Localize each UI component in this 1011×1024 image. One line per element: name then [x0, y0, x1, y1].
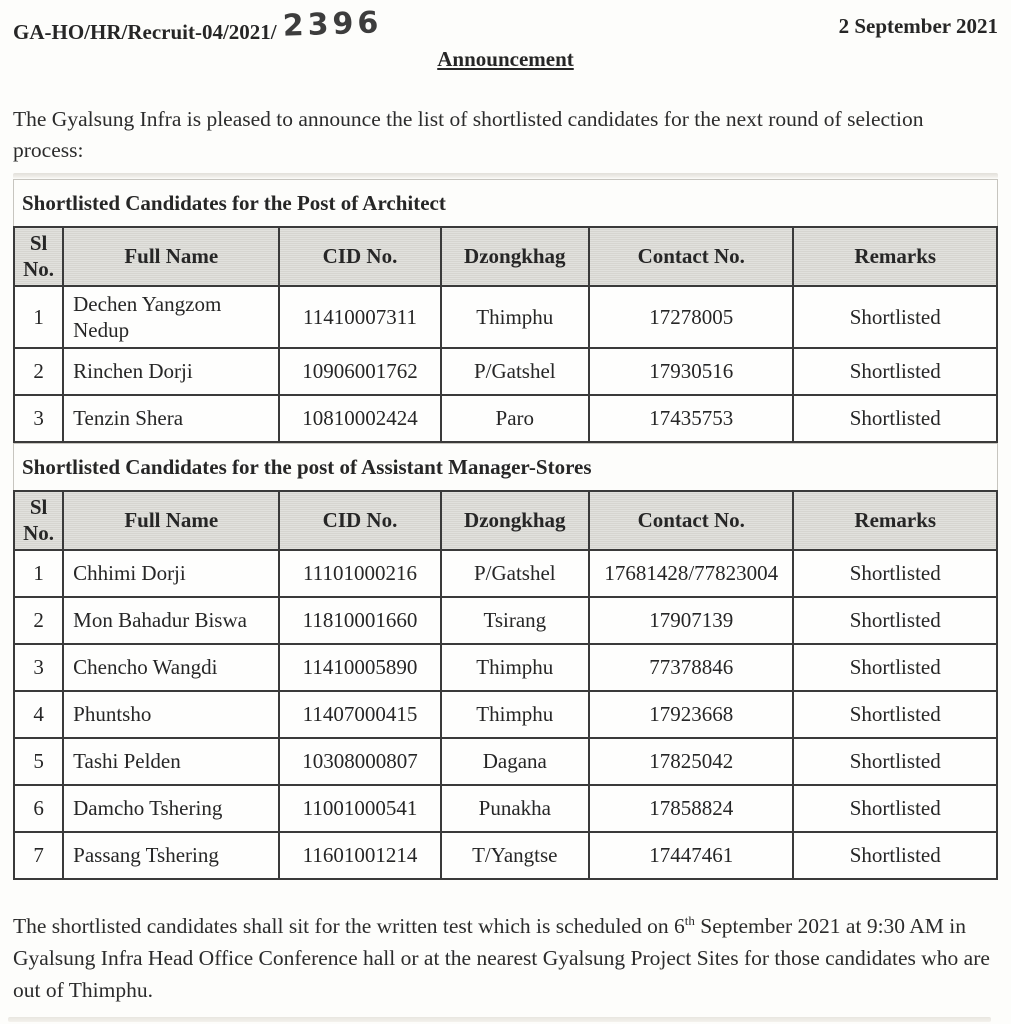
table-cell: 17447461: [589, 832, 793, 879]
table-row: [14, 644, 997, 691]
table-cell: 17435753: [589, 395, 793, 442]
table-cell: Punakha: [441, 785, 589, 832]
table-row: [14, 348, 997, 395]
table-cell: 11101000216: [279, 550, 440, 597]
table-cell: 11810001660: [279, 597, 440, 644]
table-cell: 11410007311: [279, 286, 440, 349]
table-cell: 7: [14, 832, 63, 879]
table-cell: Phuntsho: [63, 691, 279, 738]
table-cell: Damcho Tshering: [63, 785, 279, 832]
table-cell: 6: [14, 785, 63, 832]
table-cell: Passang Tshering: [63, 832, 279, 879]
column-header: Remarks: [793, 491, 997, 550]
table-row: [14, 395, 997, 442]
table-cell: 77378846: [589, 644, 793, 691]
column-header: Contact No.: [589, 227, 793, 286]
table-cell: Shortlisted: [793, 286, 997, 349]
table-cell: Shortlisted: [793, 348, 997, 395]
table-cell: 2: [14, 348, 63, 395]
closing-paragraph: [13, 910, 998, 1007]
table-cell: 17278005: [589, 286, 793, 349]
table-cell: 17681428/77823004: [589, 550, 793, 597]
document-date: 2 September 2021: [838, 14, 998, 38]
table-cell: Shortlisted: [793, 550, 997, 597]
table-body: [14, 550, 997, 879]
column-header: Full Name: [63, 227, 279, 286]
table-cell: 17907139: [589, 597, 793, 644]
reference-prefix: GA-HO/HR/Recruit-04/2021/: [13, 20, 277, 44]
table-cell: 3: [14, 395, 63, 442]
table-cell: 11601001214: [279, 832, 440, 879]
table-cell: Tsirang: [441, 597, 589, 644]
table-head: [14, 227, 997, 286]
table-cell: P/Gatshel: [441, 348, 589, 395]
header-row: [14, 491, 997, 550]
table-cell: T/Yangtse: [441, 832, 589, 879]
page-title: Announcement: [437, 47, 574, 71]
table-cell: Rinchen Dorji: [63, 348, 279, 395]
table-cell: 17930516: [589, 348, 793, 395]
section-title-architect: Shortlisted Candidates for the Post of Architect: [13, 179, 998, 226]
table-head: [14, 491, 997, 550]
table-cell: Dechen Yangzom Nedup: [63, 286, 279, 349]
table-cell: Shortlisted: [793, 832, 997, 879]
section-title-assistant-manager: Shortlisted Candidates for the post of Assistant Manager-Stores: [13, 443, 998, 490]
table-cell: Shortlisted: [793, 738, 997, 785]
table-cell: 1: [14, 286, 63, 349]
table-row: [14, 597, 997, 644]
table-cell: 17825042: [589, 738, 793, 785]
table-cell: 1: [14, 550, 63, 597]
table-cell: Shortlisted: [793, 644, 997, 691]
table-row: [14, 738, 997, 785]
table-cell: 4: [14, 691, 63, 738]
table-cell: Shortlisted: [793, 597, 997, 644]
column-header: Sl No.: [14, 227, 63, 286]
table-cell: Thimphu: [441, 644, 589, 691]
document-header: [13, 5, 998, 47]
column-header: Dzongkhag: [441, 227, 589, 286]
column-header: Sl No.: [14, 491, 63, 550]
table-cell: Tenzin Shera: [63, 395, 279, 442]
column-header: CID No.: [279, 227, 440, 286]
table-cell: 3: [14, 644, 63, 691]
table-cell: Dagana: [441, 738, 589, 785]
reference-number: [13, 5, 383, 47]
column-header: Full Name: [63, 491, 279, 550]
table-cell: P/Gatshel: [441, 550, 589, 597]
table-cell: Mon Bahadur Biswa: [63, 597, 279, 644]
header-row: [14, 227, 997, 286]
column-header: Remarks: [793, 227, 997, 286]
table-cell: Shortlisted: [793, 691, 997, 738]
table-cell: 11001000541: [279, 785, 440, 832]
handwritten-number: 2396: [281, 5, 383, 44]
table-cell: 10906001762: [279, 348, 440, 395]
table-cell: 11410005890: [279, 644, 440, 691]
table-row: [14, 691, 997, 738]
table-cell: 17858824: [589, 785, 793, 832]
table-cell: 17923668: [589, 691, 793, 738]
ordinal-suffix: th: [684, 912, 695, 928]
table-cell: 2: [14, 597, 63, 644]
table-row: [14, 785, 997, 832]
closing-text-before: The shortlisted candidates shall sit for the written test which is scheduled on 6: [13, 913, 685, 938]
table-row: [14, 832, 997, 879]
table-cell: Tashi Pelden: [63, 738, 279, 785]
intro-paragraph: The Gyalsung Infra is pleased to announce the list of shortlisted candidates for the next round of selection process:: [13, 107, 924, 162]
closing-text-after: September 2021 at 9:30 AM in Gyalsung Infra Head Office Conference hall or at the nearest Gyalsung Project Sites for those candidates who are out of Thimphu.: [13, 913, 990, 1003]
table-cell: Shortlisted: [793, 395, 997, 442]
table-cell: 5: [14, 738, 63, 785]
table-cell: 10810002424: [279, 395, 440, 442]
table-cell: Thimphu: [441, 286, 589, 349]
architect-table: [13, 226, 998, 443]
table-cell: Paro: [441, 395, 589, 442]
table-body: [14, 286, 997, 443]
table-cell: 10308000807: [279, 738, 440, 785]
table-cell: Shortlisted: [793, 785, 997, 832]
table-cell: Chhimi Dorji: [63, 550, 279, 597]
scan-artifact-bottom: [8, 1017, 991, 1022]
table-cell: Chencho Wangdi: [63, 644, 279, 691]
column-header: Contact No.: [589, 491, 793, 550]
column-header: Dzongkhag: [441, 491, 589, 550]
table-cell: Thimphu: [441, 691, 589, 738]
table-row: [14, 550, 997, 597]
table-cell: 11407000415: [279, 691, 440, 738]
column-header: CID No.: [279, 491, 440, 550]
assistant-manager-table: [13, 490, 998, 880]
table-row: [14, 286, 997, 349]
